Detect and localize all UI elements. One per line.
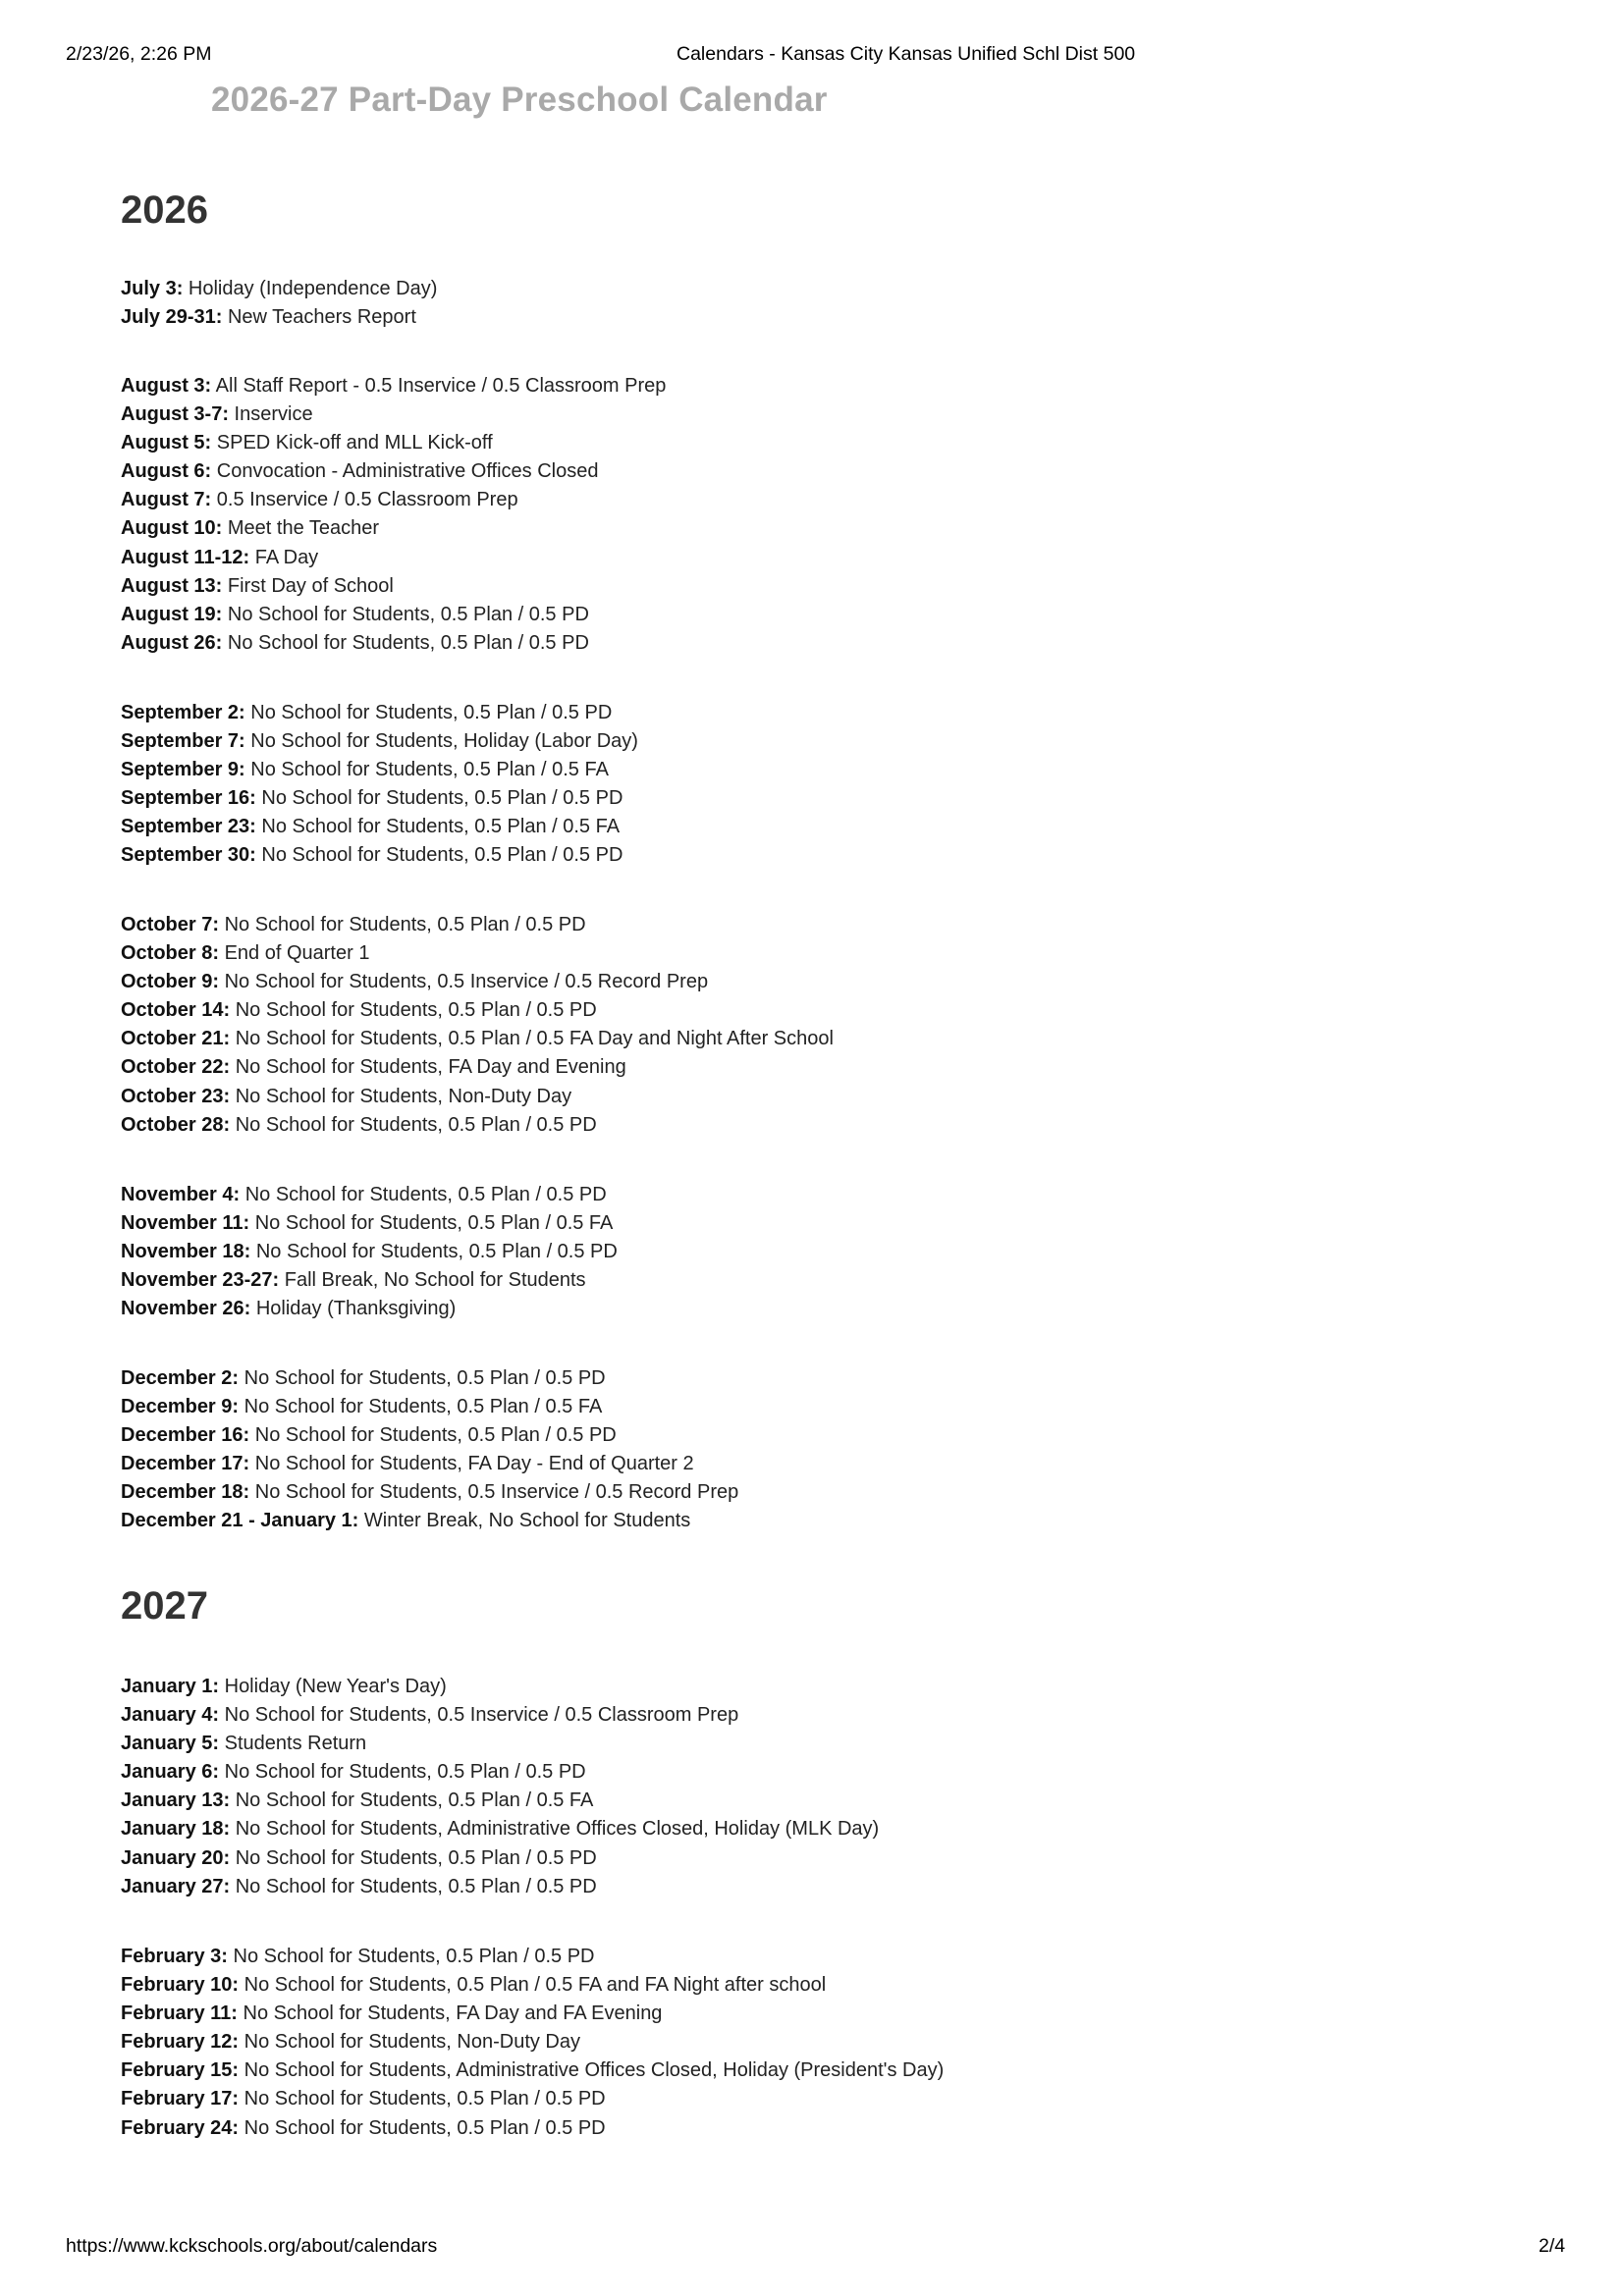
entry-text: Winter Break, No School for Students [358,1510,691,1532]
entry-text: FA Day [249,546,319,568]
entry-text: No School for Students, 0.5 Plan / 0.5 FA [239,1396,603,1418]
entry-date: December 16: [121,1424,250,1447]
print-page-number: 2/4 [1539,2235,1566,2257]
entry-text: Fall Break, No School for Students [279,1269,586,1292]
calendar-entry [121,2114,944,2143]
entry-date: December 18: [121,1481,250,1504]
calendar-entry [121,303,437,332]
entry-date: October 7: [121,914,220,935]
entry-text: 0.5 Inservice / 0.5 Classroom Prep [211,489,518,511]
entry-text: Students Return [219,1733,367,1755]
month-group-august [121,372,666,658]
entry-date: October 21: [121,1028,231,1050]
calendar-entry [121,1701,879,1730]
calendar-entry [121,514,666,543]
entry-date: October 14: [121,999,231,1022]
entry-text: No School for Students, 0.5 Plan / 0.5 PD [230,999,597,1022]
calendar-entry [121,1673,879,1701]
entry-date: January 1: [121,1676,220,1697]
calendar-entry [121,1209,618,1238]
calendar-entry [121,1295,618,1323]
entry-text: No School for Students, Holiday (Labor Day) [244,730,638,753]
entry-date: August 3-7: [121,403,229,426]
calendar-entry [121,1025,834,1053]
calendar-entry [121,2028,944,2056]
entry-date: December 2: [121,1367,240,1389]
calendar-entry [121,1266,618,1295]
entry-text: End of Quarter 1 [219,942,370,965]
entry-text: No School for Students, Administrative Offices Closed, Holiday (President's Day) [239,2059,945,2082]
entry-date: November 26: [121,1298,251,1320]
year-heading-2027: 2027 [121,1584,208,1628]
calendar-entry [121,1787,879,1815]
entry-date: September 9: [121,759,245,781]
entry-date: September 16: [121,787,256,810]
entry-text: No School for Students, 0.5 Plan / 0.5 PD [240,1184,607,1205]
calendar-entry [121,601,666,629]
entry-date: October 22: [121,1056,231,1079]
calendar-entry [121,996,834,1025]
entry-date: February 10: [121,1974,240,1997]
entry-date: January 6: [121,1761,220,1784]
calendar-entry [121,1111,834,1140]
calendar-entry [121,2056,944,2085]
entry-text: No School for Students, 0.5 Plan / 0.5 FA [255,816,621,838]
page-title: 2026-27 Part-Day Preschool Calendar [211,80,828,119]
calendar-entry [121,1873,879,1901]
calendar-entry [121,784,638,813]
calendar-entry [121,429,666,457]
print-page-title: Calendars - Kansas City Kansas Unified Schl Dist 500 [677,43,1136,65]
entry-text: No School for Students, 0.5 Plan / 0.5 FA and FA Night after school [239,1974,827,1997]
entry-date: September 23: [121,816,256,838]
calendar-entry [121,1053,834,1082]
entry-date: November 18: [121,1241,251,1263]
entry-date: February 17: [121,2088,240,2110]
entry-text: Inservice [229,403,313,426]
entry-date: September 2: [121,702,245,723]
entry-text: No School for Students, 0.5 Plan / 0.5 PD [230,1875,597,1897]
calendar-entry [121,1393,738,1421]
entry-text: No School for Students, 0.5 Plan / 0.5 PD [255,787,623,810]
entry-text: No School for Students, 0.5 Plan / 0.5 PD [222,603,589,625]
year-heading-2026: 2026 [121,188,208,232]
month-group-july [121,275,437,332]
calendar-entry [121,1758,879,1787]
entry-date: January 5: [121,1733,220,1755]
calendar-entry [121,1844,879,1873]
month-group-october [121,911,834,1140]
month-group-february [121,1943,944,2143]
calendar-entry [121,275,437,303]
entry-date: September 30: [121,844,256,867]
entry-date: February 24: [121,2116,240,2139]
calendar-entry [121,813,638,841]
calendar-entry [121,2000,944,2028]
entry-text: No School for Students, Non-Duty Day [239,2031,581,2054]
entry-text: No School for Students, 0.5 Plan / 0.5 FA [249,1212,614,1235]
entry-date: August 13: [121,574,223,597]
calendar-entry [121,629,666,658]
entry-date: December 17: [121,1453,250,1475]
calendar-entry [121,699,638,727]
calendar-entry [121,1421,738,1450]
entry-date: August 6: [121,460,212,483]
entry-text: Convocation - Administrative Offices Closed [211,460,599,483]
entry-date: August 19: [121,603,223,625]
month-group-september [121,699,638,871]
entry-text: No School for Students, 0.5 Plan / 0.5 FA [230,1789,594,1812]
entry-text: No School for Students, 0.5 Plan / 0.5 PD [227,1946,595,1967]
entry-date: October 9: [121,971,220,993]
entry-date: December 9: [121,1396,240,1418]
calendar-entry [121,1450,738,1478]
entry-date: October 28: [121,1113,231,1136]
entry-text: No School for Students, 0.5 Plan / 0.5 PD [244,702,613,723]
entry-text: No School for Students, 0.5 Plan / 0.5 PD [230,1113,597,1136]
entry-date: October 8: [121,942,220,965]
entry-date: February 11: [121,2002,238,2025]
calendar-entry [121,1083,834,1111]
entry-date: August 11-12: [121,546,250,568]
entry-date: October 23: [121,1085,231,1107]
calendar-entry [121,727,638,756]
calendar-entry [121,1507,738,1535]
entry-text: No School for Students, 0.5 Plan / 0.5 PD [239,1367,606,1389]
entry-date: July 29-31: [121,306,223,329]
calendar-entry [121,1181,618,1209]
entry-date: January 4: [121,1704,220,1727]
entry-date: August 7: [121,489,212,511]
calendar-entry [121,841,638,870]
entry-text: No School for Students, 0.5 Plan / 0.5 FA [244,759,609,781]
entry-text: No School for Students, Non-Duty Day [230,1085,572,1107]
entry-date: August 26: [121,631,223,654]
entry-text: All Staff Report - 0.5 Inservice / 0.5 Classroom Prep [211,375,667,397]
entry-text: No School for Students, 0.5 Plan / 0.5 PD [219,914,586,935]
calendar-entry [121,544,666,572]
calendar-entry [121,486,666,514]
print-url: https://www.kckschools.org/about/calendars [66,2235,438,2257]
calendar-entry [121,1238,618,1266]
calendar-entry [121,1943,944,1971]
entry-text: SPED Kick-off and MLL Kick-off [211,432,493,454]
entry-text: No School for Students, 0.5 Inservice / 0.5 Record Prep [219,971,709,993]
entry-date: August 3: [121,375,212,397]
month-group-november [121,1181,618,1323]
calendar-entry [121,968,834,996]
entry-text: No School for Students, 0.5 Plan / 0.5 PD [250,1241,618,1263]
entry-date: January 20: [121,1846,231,1869]
entry-date: February 3: [121,1946,228,1967]
entry-date: August 10: [121,517,223,540]
calendar-entry [121,1971,944,2000]
entry-text: No School for Students, 0.5 Plan / 0.5 PD [255,844,623,867]
entry-text: No School for Students, 0.5 Plan / 0.5 PD [222,631,589,654]
month-group-january [121,1673,879,1901]
entry-date: January 13: [121,1789,231,1812]
entry-text: Meet the Teacher [222,517,380,540]
entry-text: No School for Students, FA Day and Evening [230,1056,626,1079]
calendar-entry [121,1478,738,1507]
calendar-entry [121,457,666,486]
print-header [0,42,1624,66]
entry-date: November 4: [121,1184,241,1205]
entry-text: No School for Students, Administrative Offices Closed, Holiday (MLK Day) [230,1818,880,1841]
calendar-entry [121,372,666,400]
calendar-entry [121,756,638,784]
entry-text: No School for Students, 0.5 Plan / 0.5 FA Day and Night After School [230,1028,834,1050]
calendar-entry [121,572,666,601]
month-group-december [121,1364,738,1536]
entry-date: February 15: [121,2059,240,2082]
entry-text: No School for Students, FA Day and FA Evening [237,2002,663,2025]
entry-text: Holiday (Thanksgiving) [250,1298,457,1320]
entry-date: August 5: [121,432,212,454]
calendar-entry [121,1364,738,1393]
entry-date: November 11: [121,1212,250,1235]
entry-date: September 7: [121,730,245,753]
entry-text: No School for Students, FA Day - End of Quarter 2 [249,1453,694,1475]
print-footer [0,2234,1624,2258]
calendar-entry [121,939,834,968]
calendar-entry [121,911,834,939]
entry-text: Holiday (New Year's Day) [219,1676,447,1697]
print-datetime: 2/23/26, 2:26 PM [66,43,212,65]
entry-text: No School for Students, 0.5 Inservice / 0.5 Classroom Prep [219,1704,739,1727]
entry-date: July 3: [121,278,184,299]
calendar-entry [121,1730,879,1758]
entry-date: December 21 - January 1: [121,1510,359,1532]
entry-text: No School for Students, 0.5 Plan / 0.5 PD [219,1761,586,1784]
entry-text: No School for Students, 0.5 Plan / 0.5 PD [230,1846,597,1869]
entry-text: No School for Students, 0.5 Plan / 0.5 PD [249,1424,617,1447]
entry-date: November 23-27: [121,1269,280,1292]
calendar-entry [121,2085,944,2113]
entry-text: First Day of School [222,574,394,597]
entry-date: January 27: [121,1875,231,1897]
entry-text: No School for Students, 0.5 Plan / 0.5 PD [239,2116,606,2139]
calendar-entry [121,400,666,429]
entry-text: New Teachers Report [222,306,416,329]
entry-date: January 18: [121,1818,231,1841]
calendar-entry [121,1815,879,1843]
entry-text: Holiday (Independence Day) [183,278,438,299]
entry-text: No School for Students, 0.5 Plan / 0.5 PD [239,2088,606,2110]
entry-date: February 12: [121,2031,240,2054]
entry-text: No School for Students, 0.5 Inservice / 0.5 Record Prep [249,1481,739,1504]
